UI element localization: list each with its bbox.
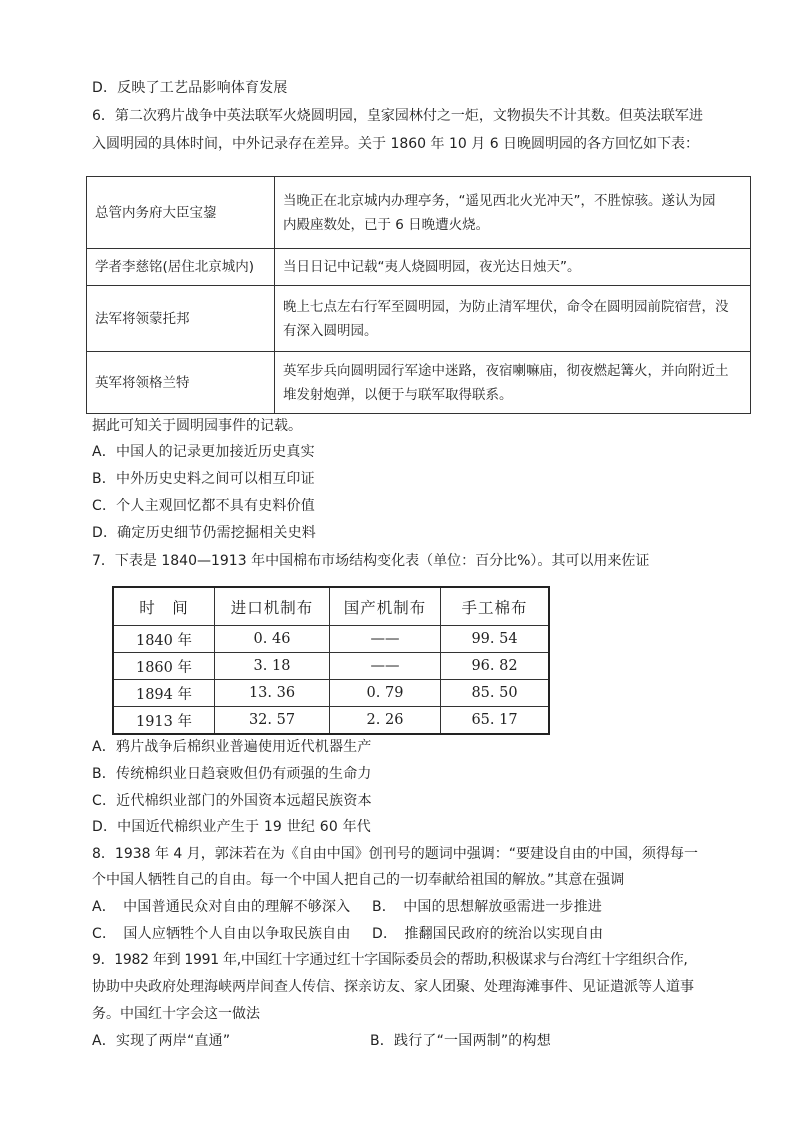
q8-option-a: A． 中国普通民众对自由的理解不够深入 [92,899,351,915]
q6-option-b: B．中外历史史料之间可以相互印证 [92,471,315,487]
table-row [113,707,549,735]
table-cell: 96. 82 [441,653,550,680]
q6-row1-text1: 当晚正在北京城内办理亭务，“遥见西北火光冲天”，不胜惊骇。遂认为园 [283,192,716,209]
table-cell: 1894 年 [113,680,215,707]
table-row [87,352,751,414]
q9-stem-line3: 务。中国红十字会这一做法 [92,1006,260,1022]
table-row [87,286,751,352]
q6-row4-text1: 英军步兵向圆明园行军途中迷路，夜宿喇嘛庙，彻夜燃起篝火，并向附近土 [283,362,729,379]
q8-stem-line2: 个中国人牺牲自己的自由。每一个中国人把自己的一切奉献给祖国的解放。”其意在强调 [92,872,625,888]
q7-header-time: 时 间 [113,587,215,626]
q6-row3-text1: 晚上七点左右行军至圆明园，为防止清军埋伏，命令在圆明园前院宿营，没 [283,298,729,315]
table-cell: 1913 年 [113,707,215,735]
q6-row4-text [275,352,751,414]
table-cell: 65. 17 [441,707,550,735]
q6-row1-text [275,177,751,249]
table-row [113,653,549,680]
q8-option-c: C． 国人应牺牲个人自由以争取民族自由 [92,926,351,942]
q7-option-d: D．中国近代棉织业产生于 19 世纪 60 年代 [92,819,372,835]
table-cell: —— [330,626,441,653]
table-row [87,177,751,249]
table-row [87,249,751,286]
q6-option-a: A．中国人的记录更加接近历史真实 [92,444,315,460]
table-cell: 0. 46 [215,626,330,653]
q6-row2-text1: 当日日记中记载“夷人烧圆明园，夜光达日烛天”。 [283,259,581,275]
q6-option-c: C．个人主观回忆都不具有史料价值 [92,498,315,514]
q7-option-c: C．近代棉织业部门的外国资本远超民族资本 [92,793,372,809]
table-cell: 13. 36 [215,680,330,707]
q6-table [86,176,751,414]
q8-option-d: D． 推翻国民政府的统治以实现自由 [372,926,604,942]
q8-option-b: B． 中国的思想解放亟需进一步推进 [372,899,603,915]
table-cell: 0. 79 [330,680,441,707]
table-cell: 3. 18 [215,653,330,680]
q6-row2-text [275,249,751,286]
table-cell: 32. 57 [215,707,330,735]
q6-row3-text [275,286,751,352]
q6-row1-text2: 内殿座数处，已于 6 日晚遭火烧。 [283,216,490,233]
table-cell: 1840 年 [113,626,215,653]
q9-stem-line1: 9．1982 年到 1991 年,中国红十字通过红十字国际委员会的帮助,积极谋求与台湾红十字组织合作, [92,952,688,968]
q6-row1-who: 总管内务府大臣宝鋆 [87,177,275,249]
q8-stem-line1: 8．1938 年 4 月，郭沫若在为《自由中国》创刊号的题词中强调：“要建设自由的中国，须得每一 [92,846,699,862]
table-cell: 2. 26 [330,707,441,735]
q6-stem-line2: 入圆明园的具体时间，中外记录存在差异。关于 1860 年 10 月 6 日晚圆明园的各方回忆如下表： [92,136,700,152]
q7-option-a: A．鸦片战争后棉织业普遍使用近代机器生产 [92,739,372,755]
table-cell: —— [330,653,441,680]
q6-row3-text2: 有深入圆明园。 [283,322,378,339]
q6-row3-who: 法军将领蒙托邦 [87,286,275,352]
q5-option-d: D．反映了工艺品影响体育发展 [92,80,288,96]
q6-row2-who: 学者李慈铭(居住北京城内) [87,249,275,286]
q7-table [112,586,550,735]
q7-option-b: B．传统棉织业日趋衰败但仍有顽强的生命力 [92,766,372,782]
table-cell: 99. 54 [441,626,550,653]
table-header-row [113,587,549,626]
table-row [113,680,549,707]
q9-stem-line2: 协助中央政府处理海峡两岸间查人传信、探亲访友、家人团聚、处理海滩事件、见证遣派等人道事 [92,979,694,995]
q7-header-imported: 进口机制布 [215,587,330,626]
q6-option-d: D．确定历史细节仍需挖掘相关史料 [92,525,316,541]
q9-option-a: A．实现了两岸“直通” [92,1033,231,1049]
table-row [113,626,549,653]
q9-option-b: B．践行了“一国两制”的构想 [370,1033,551,1049]
q7-header-domestic: 国产机制布 [330,587,441,626]
q6-row4-who: 英军将领格兰特 [87,352,275,414]
table-cell: 1860 年 [113,653,215,680]
q7-header-handmade: 手工棉布 [441,587,550,626]
q6-after-text: 据此可知关于圆明园事件的记载。 [92,418,302,434]
q7-stem: 7．下表是 1840—1913 年中国棉布市场结构变化表（单位：百分比%）。其可以用来佐证 [92,553,650,569]
q6-row4-text2: 堆发射炮弹，以便于与联军取得联系。 [283,386,513,403]
q6-stem-line1: 6．第二次鸦片战争中英法联军火烧圆明园，皇家园林付之一炬，文物损失不计其数。但英法联军进 [92,108,703,124]
table-cell: 85. 50 [441,680,550,707]
